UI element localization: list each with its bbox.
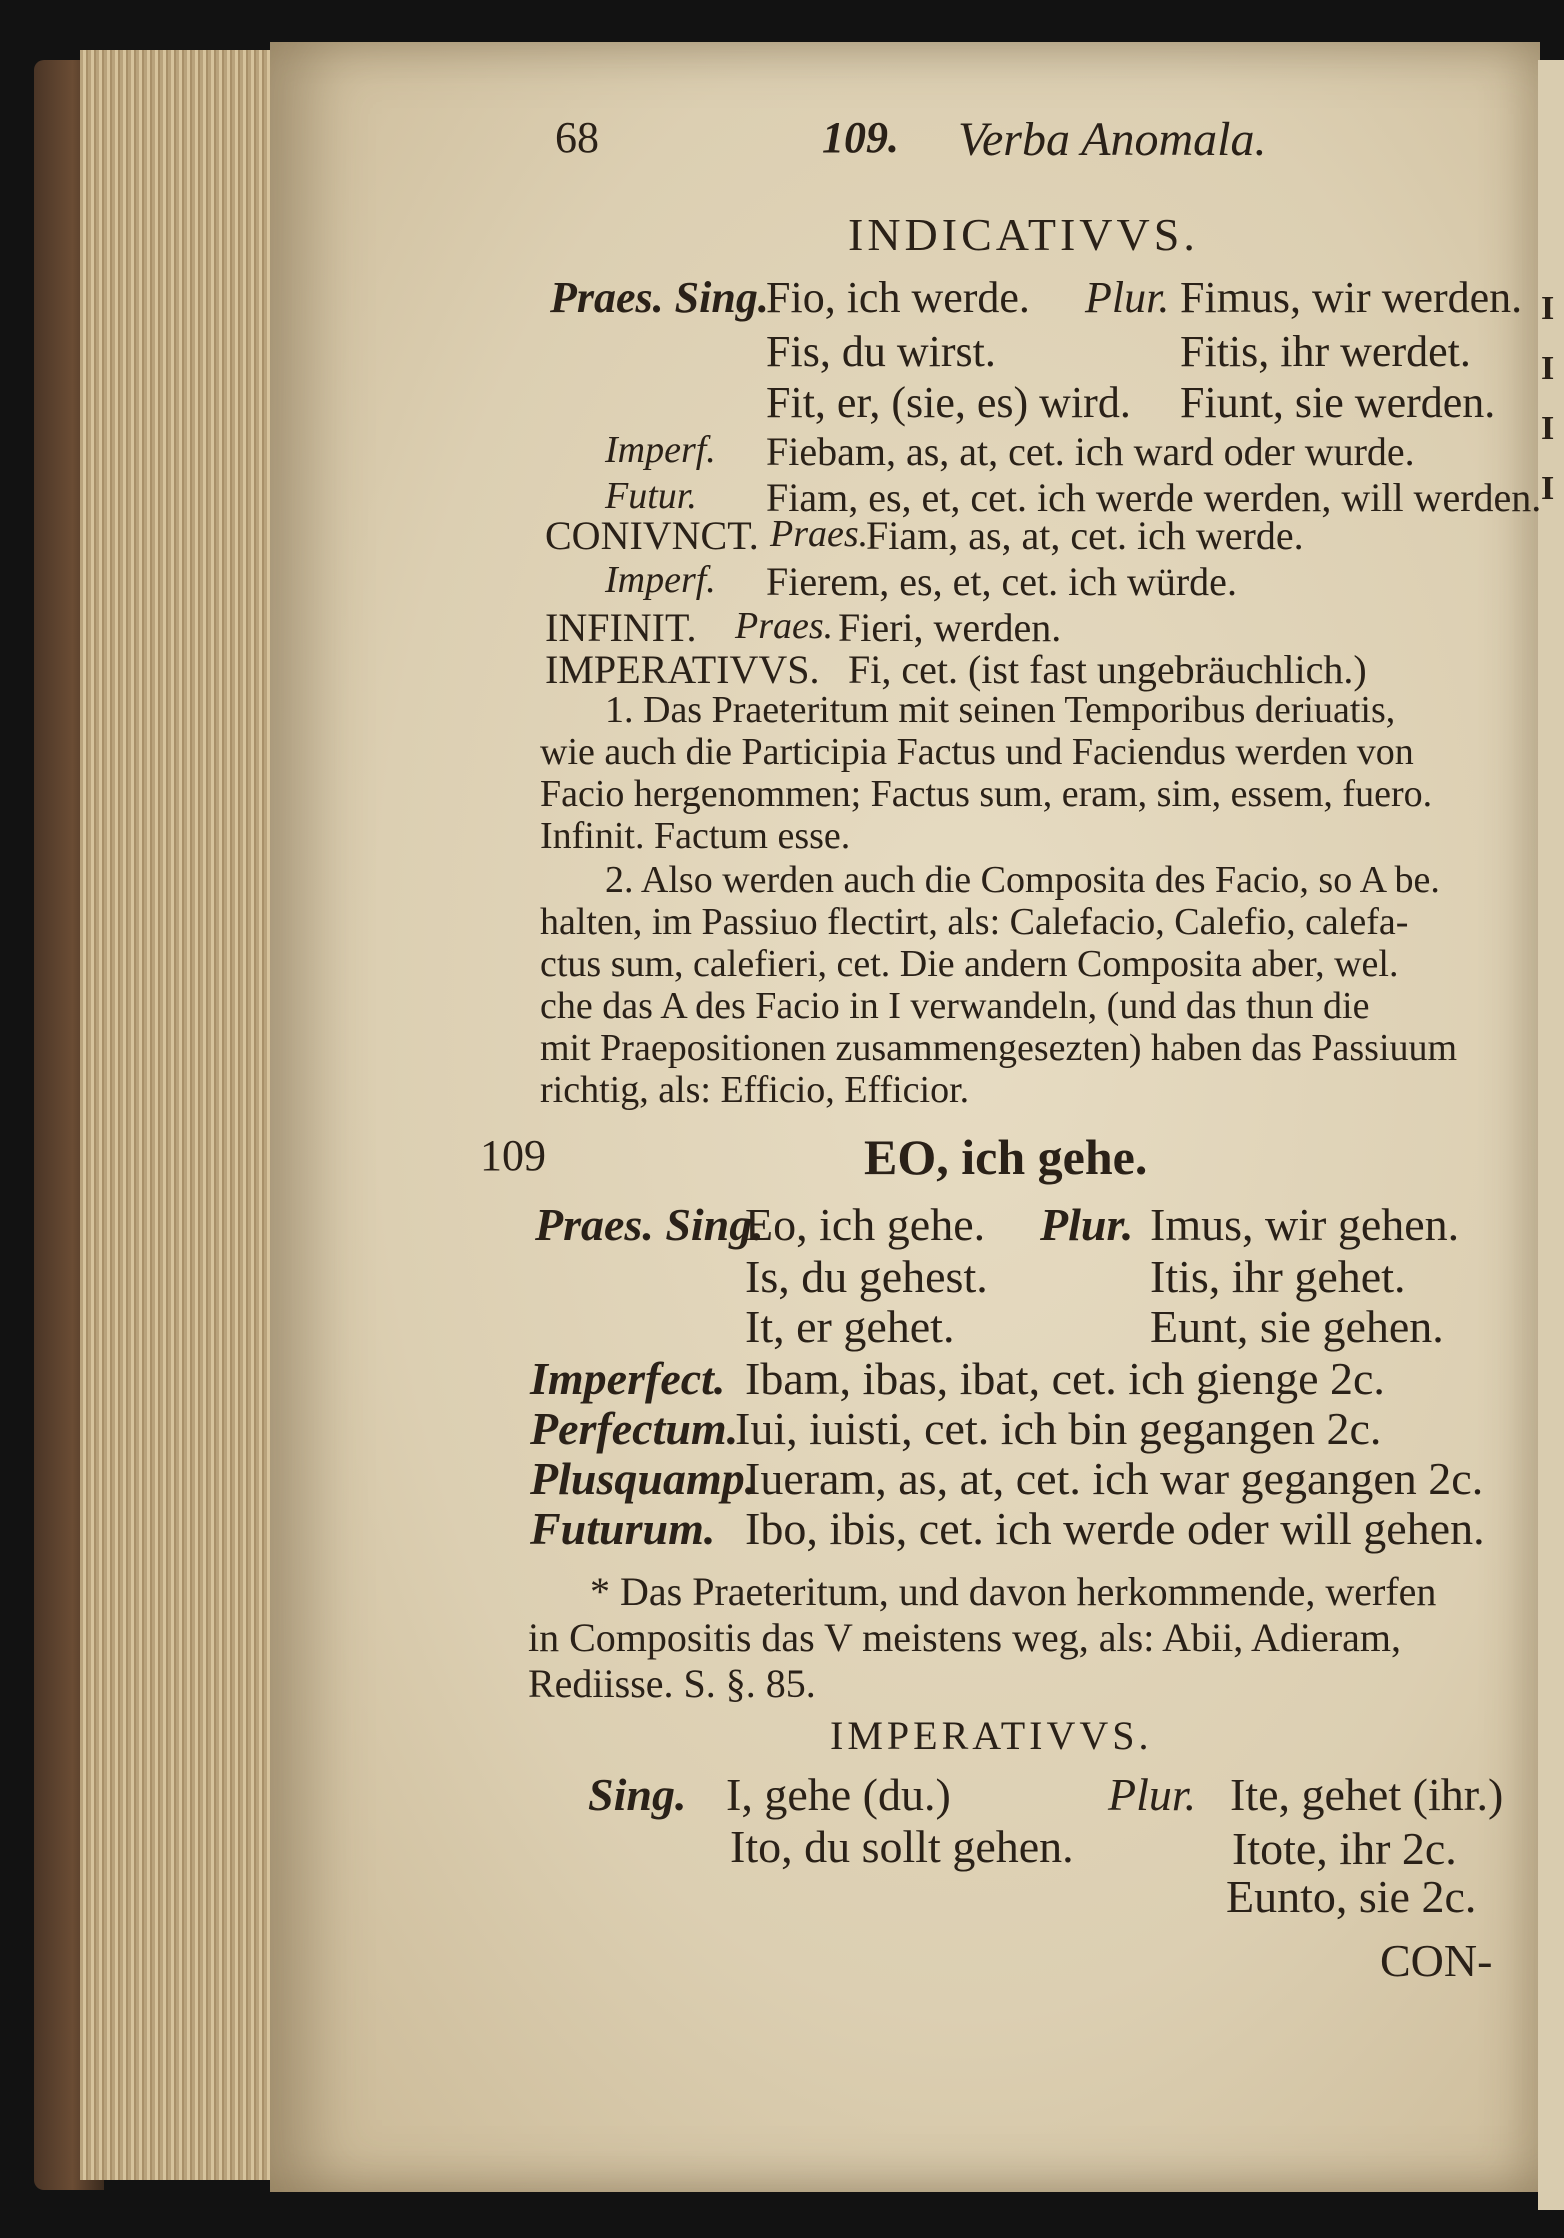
page-number: 68 bbox=[555, 113, 599, 162]
note-line: 1. Das Praeteritum mit seinen Temporibus deriuatis, bbox=[605, 689, 1396, 731]
note-line: wie auch die Participia Factus und Faciendus werden von bbox=[540, 731, 1414, 773]
section-number-eo: 109 bbox=[480, 1131, 546, 1180]
tense-label: Imperfect. bbox=[530, 1353, 726, 1404]
note-line: che das A des Facio in I verwandeln, (und das thun die bbox=[540, 985, 1370, 1027]
fio-plur-3: Fiunt, sie werden. bbox=[1180, 378, 1496, 427]
imp-plur-label: Plur. bbox=[1108, 1769, 1197, 1820]
note-line: richtig, als: Efficio, Efficior. bbox=[540, 1069, 970, 1111]
imperativus-heading: IMPERATIVVS. bbox=[830, 1713, 1153, 1758]
running-title: Verba Anomala. bbox=[958, 113, 1267, 166]
coniunct-text: Fiam, as, at, cet. ich werde. bbox=[866, 513, 1304, 558]
coniunct-imperf-text: Fierem, es, et, cet. ich würde. bbox=[766, 559, 1237, 604]
note-line: halten, im Passiuo flectirt, als: Calefacio, Calefio, calefa- bbox=[540, 901, 1409, 943]
eo-plur-2: Itis, ihr gehet. bbox=[1150, 1251, 1406, 1302]
plur-label: Plur. bbox=[1085, 273, 1170, 322]
fio-plur-2: Fitis, ihr werdet. bbox=[1180, 327, 1471, 376]
imperf-label: Imperf. bbox=[605, 429, 716, 471]
fio-plur-1: Fimus, wir werden. bbox=[1180, 273, 1523, 322]
note-line: * Das Praeteritum, und davon herkommende, werfen bbox=[590, 1569, 1437, 1614]
note-line: Facio hergenommen; Factus sum, eram, sim, essem, fuero. bbox=[540, 773, 1433, 815]
eo-heading: EO, ich gehe. bbox=[864, 1129, 1148, 1185]
eo-plur-label: Plur. bbox=[1040, 1199, 1134, 1250]
futur-label: Futur. bbox=[605, 475, 697, 517]
eo-sing-3: It, er gehet. bbox=[745, 1301, 955, 1352]
fio-sing-2: Fis, du wirst. bbox=[766, 327, 996, 376]
note-line: in Compositis das V meistens weg, als: Abii, Adieram, bbox=[528, 1615, 1401, 1660]
fio-sing-1: Fio, ich werde. bbox=[766, 273, 1030, 322]
imp-plur-1: Ite, gehet (ihr.) bbox=[1230, 1769, 1504, 1820]
infinit-praes: Praes. bbox=[735, 605, 834, 647]
imperf-text: Fiebam, as, at, cet. ich ward oder wurde. bbox=[766, 429, 1415, 474]
facing-page-char: I bbox=[1541, 470, 1555, 507]
note-line: ctus sum, calefieri, cet. Die andern Composita aber, wel. bbox=[540, 943, 1399, 985]
praes-sing-label: Praes. Sing. bbox=[550, 273, 769, 322]
infinit-label: INFINIT. bbox=[545, 605, 697, 650]
indicativus-heading: INDICATIVVS. bbox=[848, 209, 1199, 260]
tense-text: Iui, iuisti, cet. ich bin gegangen 2c. bbox=[735, 1403, 1382, 1454]
catchword: CON- bbox=[1380, 1935, 1493, 1986]
facing-page-char: I bbox=[1541, 290, 1555, 327]
infinit-text: Fieri, werden. bbox=[838, 605, 1062, 650]
facing-page-strip bbox=[1538, 60, 1564, 2210]
eo-praes-label: Praes. Sing. bbox=[535, 1199, 764, 1250]
imp-sing-1: I, gehe (du.) bbox=[726, 1769, 951, 1820]
eo-sing-2: Is, du gehest. bbox=[745, 1251, 988, 1302]
imp-plur-2: Itote, ihr 2c. bbox=[1232, 1823, 1457, 1874]
eo-plur-3: Eunt, sie gehen. bbox=[1150, 1301, 1444, 1352]
imperativ-label: IMPERATIVVS. bbox=[545, 647, 820, 692]
coniunct-imperf-label: Imperf. bbox=[605, 559, 716, 601]
coniunct-praes: Praes. bbox=[770, 513, 869, 555]
note-line: Rediisse. S. §. 85. bbox=[528, 1661, 816, 1706]
eo-plur-1: Imus, wir gehen. bbox=[1150, 1199, 1460, 1250]
imperativ-text: Fi, cet. (ist fast ungebräuchlich.) bbox=[848, 647, 1367, 692]
tense-label: Plusquamp. bbox=[530, 1453, 757, 1504]
note-line: 2. Also werden auch die Composita des Facio, so A be. bbox=[605, 859, 1440, 901]
tense-label: Futurum. bbox=[530, 1503, 716, 1554]
fio-sing-3: Fit, er, (sie, es) wird. bbox=[766, 378, 1131, 427]
imp-plur-3: Eunto, sie 2c. bbox=[1226, 1871, 1477, 1922]
facing-page-char: I bbox=[1541, 410, 1555, 447]
tense-text: Ibo, ibis, cet. ich werde oder will gehen. bbox=[745, 1503, 1485, 1554]
futur-text: Fiam, es, et, cet. ich werde werden, will werden. bbox=[766, 475, 1542, 520]
tense-text: Ibam, ibas, ibat, cet. ich gienge 2c. bbox=[745, 1353, 1385, 1404]
note-line: Infinit. Factum esse. bbox=[540, 815, 851, 857]
facing-page-char: I bbox=[1541, 350, 1555, 387]
imp-sing-2: Ito, du sollt gehen. bbox=[730, 1821, 1074, 1872]
note-line: mit Praepositionen zusammengesezten) haben das Passiuum bbox=[540, 1027, 1458, 1069]
tense-text: Iueram, as, at, cet. ich war gegangen 2c. bbox=[745, 1453, 1484, 1504]
tense-label: Perfectum. bbox=[530, 1403, 739, 1454]
section-number: 109. bbox=[822, 113, 899, 162]
coniunct-label: CONIVNCT. bbox=[545, 513, 759, 558]
imp-sing-label: Sing. bbox=[588, 1769, 687, 1820]
eo-sing-1: Eo, ich gehe. bbox=[745, 1199, 986, 1250]
